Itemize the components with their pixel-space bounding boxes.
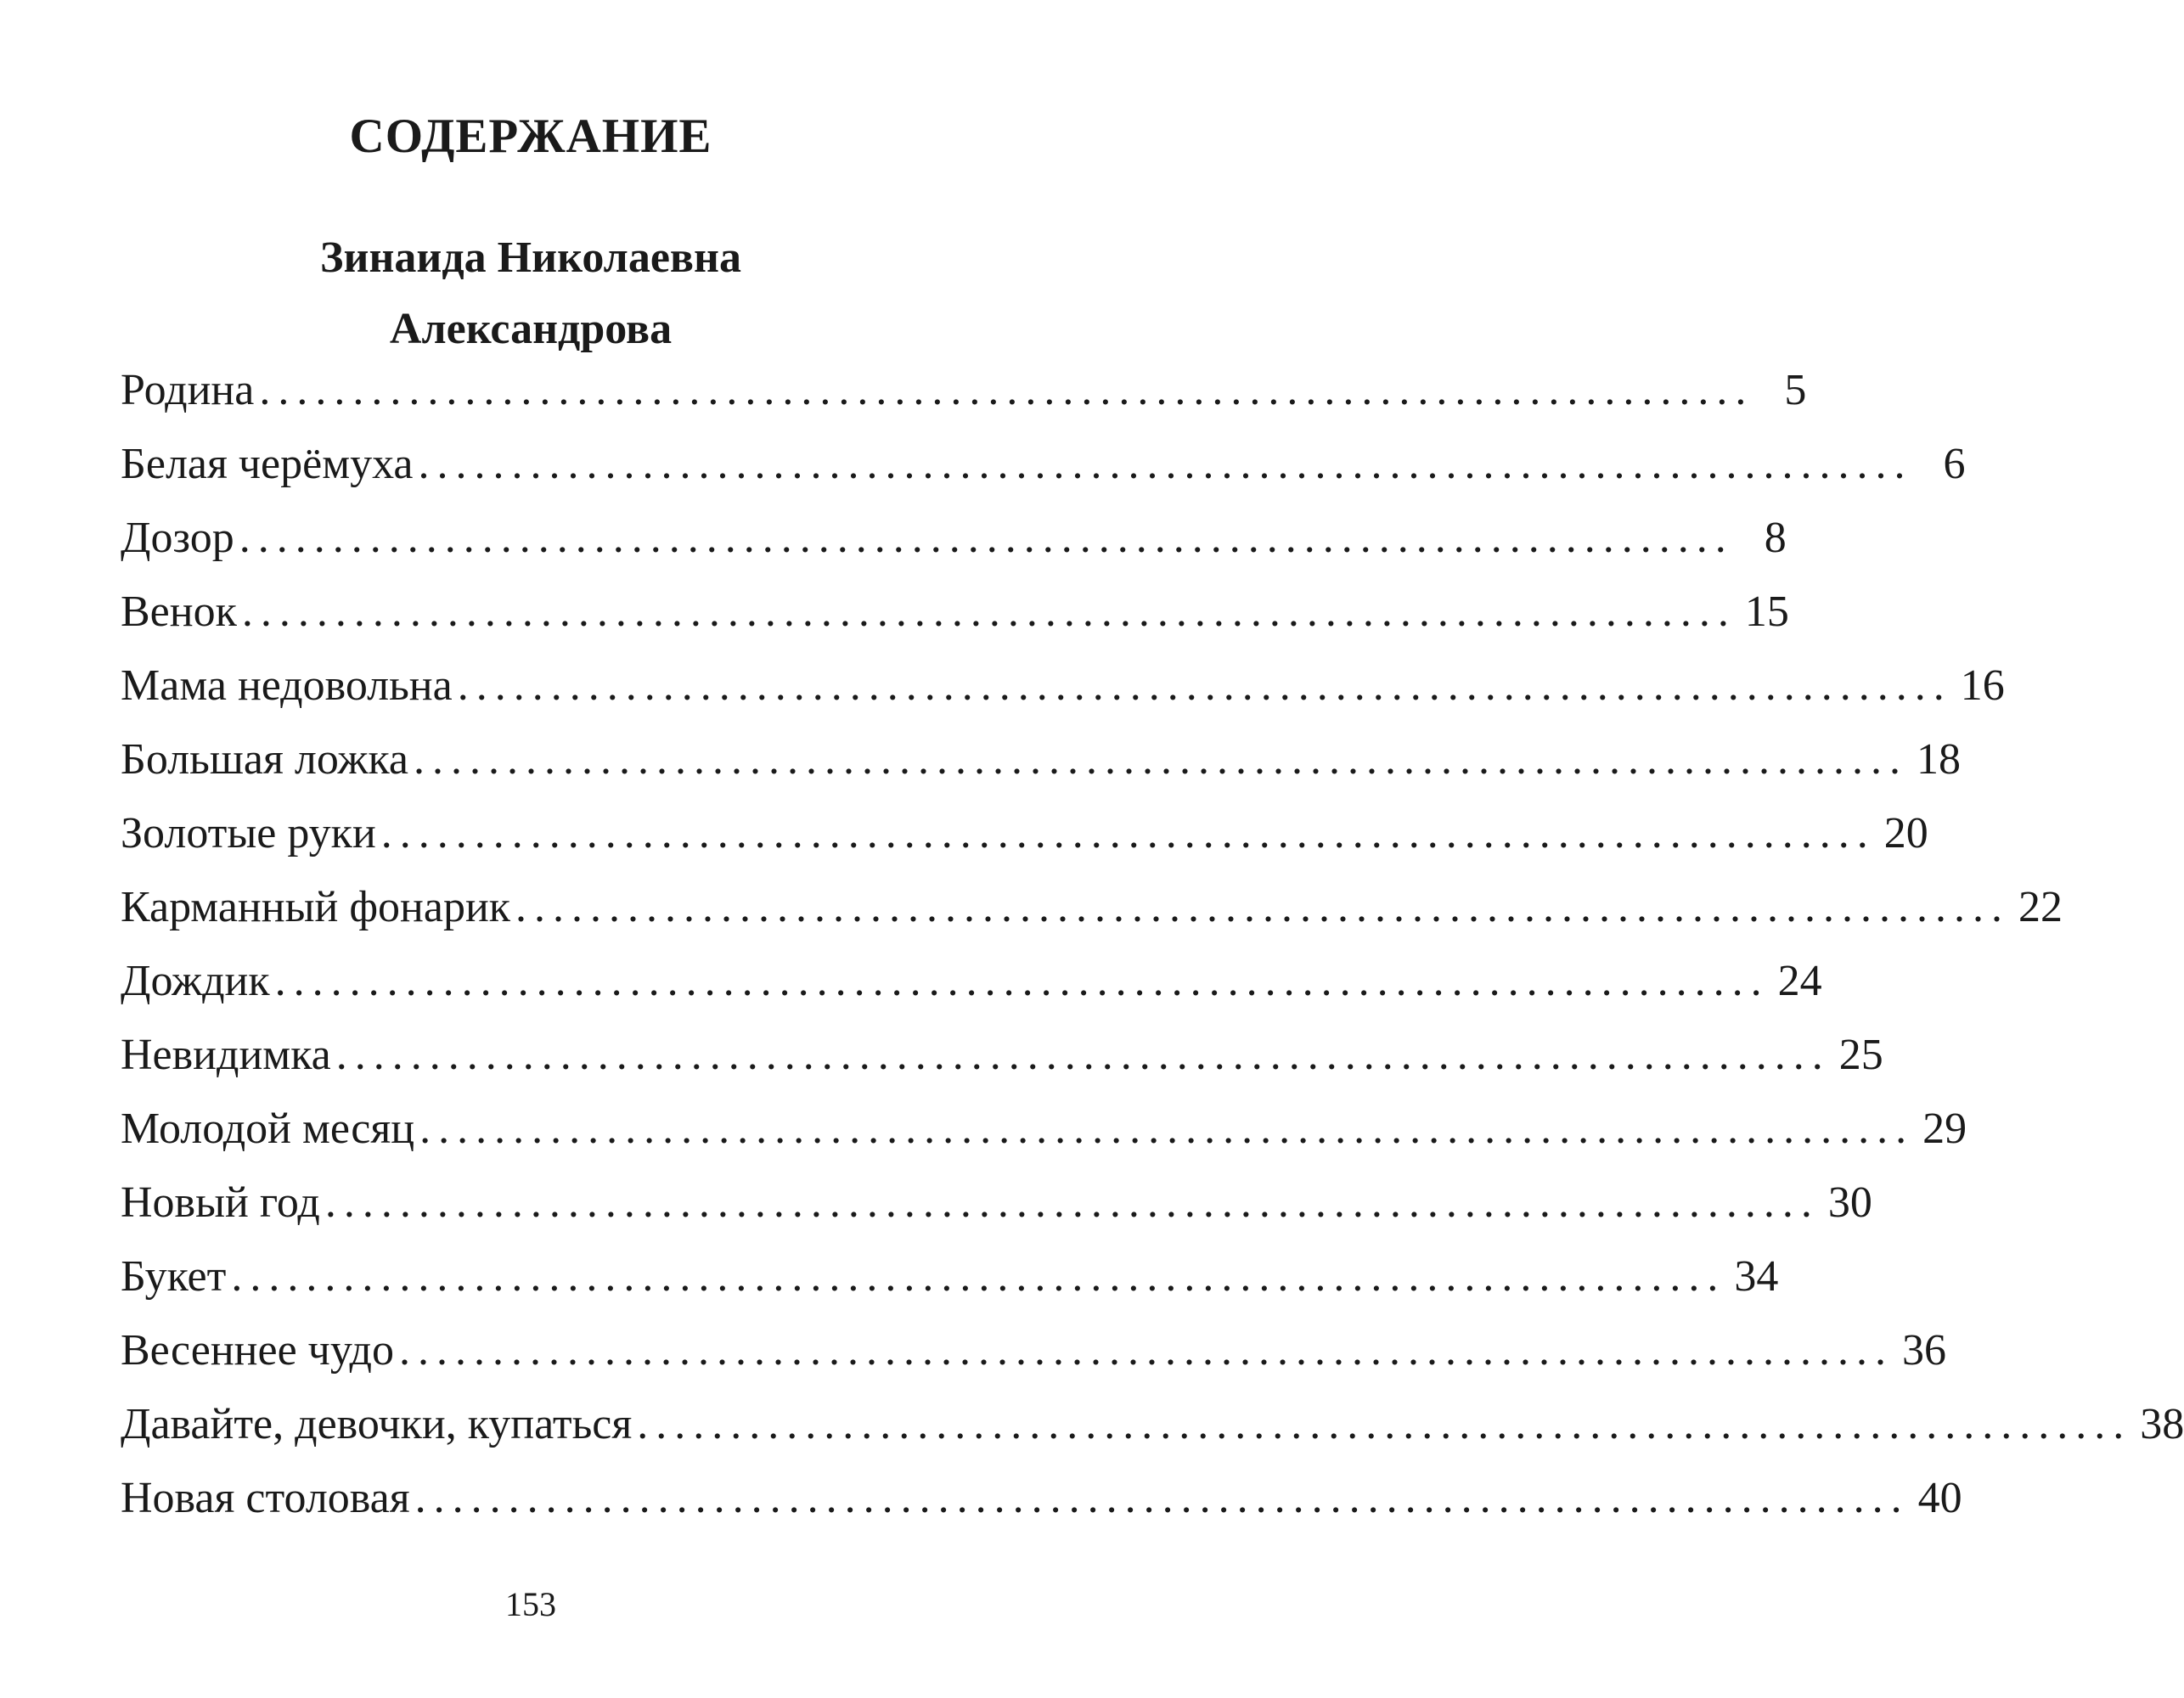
toc-entry-page: 25 (1838, 1031, 1883, 1079)
table-of-contents (121, 365, 2184, 1547)
dot-leader: ................................................................................ (324, 1178, 1820, 1227)
toc-entry (121, 956, 1822, 1030)
toc-entry-title: Букет (121, 1252, 227, 1301)
dot-leader: ................................................................................ (259, 366, 1754, 414)
toc-entry (121, 1251, 1779, 1325)
toc-entry-title: Золотые руки (121, 809, 376, 857)
author-name (0, 222, 1061, 365)
toc-entry-page: 22 (2018, 883, 2063, 931)
toc-entry-title: Молодой месяц (121, 1105, 415, 1153)
toc-entry-page: 18 (1917, 735, 1962, 784)
toc-entry-title: Новая столовая (121, 1474, 410, 1522)
toc-entry-page: 20 (1883, 809, 1928, 857)
toc-entry-title: Родина (121, 366, 255, 414)
toc-entry (121, 1399, 2184, 1473)
toc-entry (121, 1178, 1872, 1251)
toc-entry-title: Большая ложка (121, 735, 409, 784)
dot-leader: ................................................................................ (399, 1326, 1894, 1375)
dot-leader: ................................................................................ (274, 957, 1770, 1005)
toc-entry-title: Мама недовольна (121, 661, 453, 710)
toc-entry (121, 734, 1962, 808)
toc-entry-page: 24 (1777, 957, 1822, 1005)
toc-entry (121, 661, 2005, 734)
author-name-line2: Александрова (389, 305, 673, 353)
page-title: СОДЕРЖАНИЕ (349, 110, 712, 163)
toc-entry (121, 513, 1787, 587)
toc-entry-page: 15 (1744, 588, 1789, 636)
toc-entry-title: Весеннее чудо (121, 1326, 395, 1375)
toc-entry-title: Невидимка (121, 1031, 331, 1079)
dot-leader: ................................................................................ (414, 735, 1909, 784)
toc-entry-page: 16 (1960, 661, 2005, 710)
toc-entry-title: Дозор (121, 514, 234, 562)
toc-entry-title: Карманный фонарик (121, 883, 511, 931)
toc-entry-page: 34 (1734, 1252, 1779, 1301)
toc-entry-page: 8 (1764, 514, 1787, 562)
toc-entry-page: 6 (1943, 440, 1966, 488)
toc-entry-page: 30 (1827, 1178, 1872, 1227)
dot-leader: ................................................................................ (239, 514, 1734, 562)
toc-entry-title: Венок (121, 588, 237, 636)
toc-entry-page: 29 (1922, 1105, 1967, 1153)
toc-entry-title: Давайте, девочки, купаться (121, 1400, 633, 1448)
toc-entry-title: Дождик (121, 957, 270, 1005)
dot-leader: ................................................................................ (335, 1031, 1831, 1079)
author-name-line1: Зинаида Николаевна (320, 233, 741, 282)
toc-entry (121, 1325, 1947, 1399)
dot-leader: ................................................................................ (515, 883, 2011, 931)
dot-leader: ................................................................................ (414, 1474, 1910, 1522)
dot-leader: ................................................................................ (419, 1105, 1915, 1153)
toc-entry-title: Новый год (121, 1178, 320, 1227)
toc-entry-page: 5 (1784, 366, 1807, 414)
toc-entry (121, 1104, 1967, 1178)
toc-entry (121, 882, 2063, 956)
dot-leader: ................................................................................ (418, 440, 1913, 488)
toc-entry (121, 1030, 1883, 1104)
dot-leader: ................................................................................ (241, 588, 1737, 636)
toc-entry (121, 439, 1966, 513)
toc-entry-title: Белая черёмуха (121, 440, 414, 488)
toc-entry-page: 38 (2140, 1400, 2184, 1448)
dot-leader: ................................................................................ (637, 1400, 2132, 1448)
toc-entry (121, 587, 1789, 661)
toc-entry-page: 36 (1902, 1326, 1947, 1375)
toc-entry (121, 365, 1807, 439)
page-number: 153 (505, 1585, 556, 1623)
toc-entry-page: 40 (1917, 1474, 1962, 1522)
toc-entry (121, 1473, 1962, 1547)
toc-entry (121, 808, 1928, 882)
dot-leader: ................................................................................ (457, 661, 1952, 710)
dot-leader: ................................................................................ (380, 809, 1876, 857)
dot-leader: ................................................................................ (231, 1252, 1726, 1301)
